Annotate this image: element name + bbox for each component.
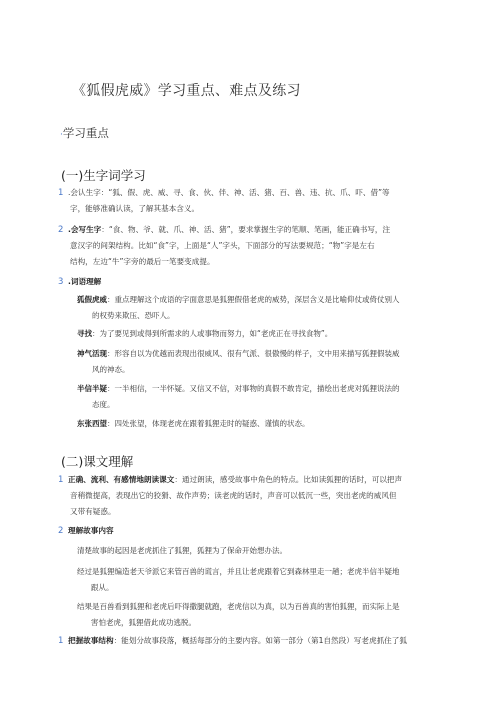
list-item [58, 274, 443, 290]
item-number: 3 [58, 277, 64, 287]
vocab-entry [77, 346, 439, 378]
vocab-definition: ：重点理解这个成语的字面意思是狐狸假借老虎的威势，深层含义是比喻仰仗或倚仗别人 [107, 295, 400, 304]
paragraph-text: 清楚故事的起因是老虎抓住了狐狸，狐狸为了保命开始想办法。 [77, 546, 287, 555]
item-bold: 正确、流利、有感情地朗读课文 [68, 475, 175, 484]
paragraph-text: 经过是狐狸编造老天爷派它来管百兽的谎言，并且让老虎跟着它到森林里走一趟；老虎半信半疑地 [77, 567, 400, 576]
list-item [58, 222, 443, 270]
heading-text: (二)课文理解 [61, 454, 134, 469]
vocab-entry [77, 292, 439, 324]
list-item [58, 472, 443, 520]
vocab-definition: ：四处张望，体现老虎在跟着狐狸走时的疑惑、谨慎的状态。 [107, 419, 310, 428]
vocab-definition: 的权势来欺压、恐吓人。 [92, 311, 175, 320]
vocab-entry [77, 326, 439, 342]
section-label: 学习重点 [62, 126, 109, 140]
vocab-term: 寻找 [77, 329, 92, 338]
vocab-definition: ：一半相信，一半怀疑。又信又不信，对事物的真假不敢肯定，描绘出老虎对狐狸说法的 [107, 384, 400, 393]
paragraph-text: 跟从。 [91, 583, 114, 592]
vocab-definition: 态度。 [92, 400, 115, 409]
page-title: 《狐假虎威》学习重点、难点及练习 [72, 83, 301, 99]
list-item [58, 185, 443, 217]
paragraph-text: 害怕老虎，狐狸借此成功逃脱。 [91, 618, 196, 627]
item-bold: 理解故事内容 [68, 526, 114, 535]
paragraph-text: 结果是百兽看到狐狸和老虎后吓得撒腿就跑，老虎信以为真，以为百兽真的害怕狐狸，而实际上是 [77, 602, 400, 611]
item-number: 1 [58, 475, 64, 485]
item-bold: .会写生字 [68, 225, 102, 234]
item-number: 1 [58, 188, 64, 198]
item-number: 1 [58, 636, 64, 646]
item-text: 字，能够准确认读，了解其基本含义。 [70, 204, 200, 213]
section-heading [60, 125, 109, 141]
item-text: .会认生字：“狐、假、虎、威、寻、食、伙、伴、神、活、猪、百、兽、违、抗、爪、吓、借”等 [68, 188, 390, 197]
vocab-term: 半信半疑 [77, 384, 107, 393]
item-number: 2 [58, 225, 64, 235]
vocab-entry [77, 416, 439, 432]
item-text: 音稍微提高，表现出它的狡猾、故作声势；读老虎的话时，声音可以低沉一些，突出老虎的威风但 [70, 491, 397, 500]
vocab-entry [77, 381, 439, 413]
vocab-definition: 风的神态。 [92, 365, 130, 374]
vocab-definition: ：为了要见到或得到所需求的人或事物而努力，如“老虎正在寻找食物”。 [92, 329, 333, 338]
item-text: ：“食、物、爷、就、爪、神、活、猪”，要求掌握生字的笔顺、笔画，能正确书写，注 [101, 225, 391, 234]
vocab-definition: ：形容自以为优越而表现出很威风、很有气派、很傲慢的样子，文中用来描写狐狸假装威 [107, 349, 400, 358]
vocab-term: 东张西望 [77, 419, 107, 428]
list-item [58, 633, 443, 649]
item-text: 又带有疑惑。 [70, 507, 116, 516]
item-text: ：能划分故事段落，概括每部分的主要内容。如第一部分（第1自然段）写老虎抓住了狐 [113, 636, 407, 645]
story-paragraph [77, 599, 439, 631]
bullet-icon: · [60, 130, 63, 140]
item-number: 2 [58, 526, 64, 536]
item-text: 结构，左边“牛”字旁的最后一笔要变成提。 [70, 257, 215, 266]
story-paragraph [77, 543, 439, 559]
story-paragraph [77, 564, 439, 596]
vocab-term: 狐假虎威 [77, 295, 107, 304]
list-item [58, 523, 443, 539]
item-text: 意汉字的间架结构。比如“食”字，上面是“人”字头，下面部分的写法要规范；“物”字是左右 [70, 241, 375, 250]
item-bold: 把握故事结构 [68, 636, 114, 645]
vocab-term: 神气活现 [77, 349, 107, 358]
heading-words: (一)生字词学习 [61, 168, 146, 183]
item-bold: .词语理解 [68, 277, 102, 286]
item-text: ：通过朗读，感受故事中角色的特点。比如读狐狸的话时，可以把声 [174, 475, 403, 484]
